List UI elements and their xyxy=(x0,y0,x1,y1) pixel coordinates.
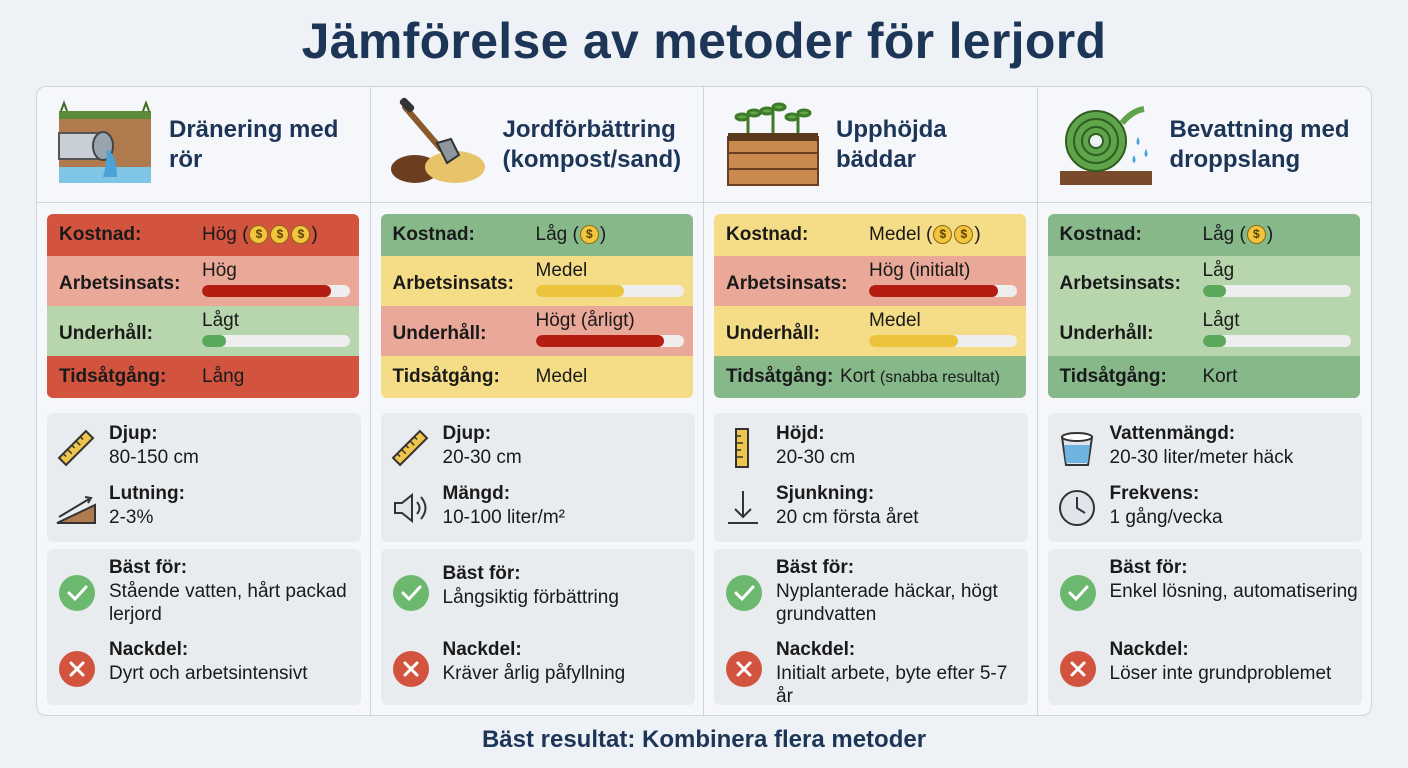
rating-row-maint xyxy=(47,306,359,356)
pros-cons-box xyxy=(1048,549,1362,705)
best-for-label: Bäst för: xyxy=(776,557,855,578)
rating-row-time xyxy=(1048,356,1360,398)
check-icon xyxy=(726,575,762,611)
rating-row-time xyxy=(714,356,1026,398)
column-header xyxy=(1038,87,1372,203)
work-level-fill xyxy=(1203,285,1227,297)
drawback-label: Nackdel: xyxy=(109,639,189,660)
ruler-icon xyxy=(55,427,97,469)
drawback-item xyxy=(47,639,361,689)
time-value xyxy=(840,366,1000,388)
work-level-fill xyxy=(869,285,998,297)
time-text: Kort xyxy=(840,366,875,387)
slope-icon xyxy=(55,487,97,529)
rating-label: Arbetsinsats: xyxy=(726,273,848,294)
best-for-item xyxy=(714,557,1028,625)
ratings-table xyxy=(381,214,693,398)
maint-level-bar xyxy=(536,335,684,347)
work-level-fill xyxy=(202,285,331,297)
cross-icon xyxy=(1060,651,1096,687)
maint-level-fill xyxy=(202,335,226,347)
rating-label: Tidsåtgång: xyxy=(726,366,834,387)
method-column xyxy=(37,87,371,715)
footer-conclusion: Bäst resultat: Kombinera flera metoder xyxy=(481,726,927,753)
drawback-label: Nackdel: xyxy=(1109,639,1189,660)
maint-level-bar xyxy=(869,335,1017,347)
measurements-box xyxy=(1048,413,1362,542)
ratings-table xyxy=(1048,214,1360,398)
measurements-box xyxy=(381,413,695,542)
column-header xyxy=(371,87,704,203)
measurement-value: 20-30 cm xyxy=(776,447,856,468)
best-for-text: Enkel lösning, automatisering xyxy=(1109,581,1358,602)
measurement-label: Djup: xyxy=(442,423,492,444)
work-level-bar xyxy=(536,285,684,297)
best-for-text: Långsiktig förbättring xyxy=(442,587,619,608)
cost-text-end: ) xyxy=(974,224,981,245)
cost-text: Låg ( xyxy=(1202,224,1246,245)
measurement-label: Djup: xyxy=(109,423,158,444)
drawback-text: Löser inte grundproblemet xyxy=(1109,663,1332,684)
maint-value: Medel xyxy=(869,310,921,331)
rating-row-maint xyxy=(381,306,693,356)
work-level-fill xyxy=(536,285,625,297)
measurement-value: 20-30 liter/meter häck xyxy=(1109,447,1294,468)
drip-hose-illustration xyxy=(1056,97,1156,193)
drawback-item xyxy=(1048,639,1362,689)
cross-icon xyxy=(726,651,762,687)
measurement-item xyxy=(47,423,361,473)
drawback-text: Kräver årlig påfyllning xyxy=(442,663,626,684)
best-for-label: Bäst för: xyxy=(1109,557,1188,578)
rating-label: Underhåll: xyxy=(392,323,487,344)
best-for-label: Bäst för: xyxy=(442,563,521,584)
raised-bed-illustration xyxy=(722,97,822,193)
time-value xyxy=(1203,366,1238,388)
money-bag-icon: $ xyxy=(249,225,268,244)
clock-icon xyxy=(1056,487,1098,529)
arrow-down-icon xyxy=(722,487,764,529)
time-text: Kort xyxy=(1202,366,1238,387)
page-title: Jämförelse av metoder för lerjord xyxy=(301,13,1107,69)
cost-text-end: ) xyxy=(311,224,318,245)
best-for-item xyxy=(47,557,361,625)
cost-text: Hög ( xyxy=(202,224,249,245)
time-note: (snabba resultat) xyxy=(879,369,1000,386)
ratings-table xyxy=(714,214,1026,398)
measurement-value: 10-100 liter/m² xyxy=(442,507,565,528)
rating-row-work xyxy=(714,256,1026,306)
rating-row-maint xyxy=(714,306,1026,356)
work-level-bar xyxy=(869,285,1017,297)
rating-label: Underhåll: xyxy=(726,323,820,344)
method-title: Bevattning med droppslang xyxy=(1169,115,1350,173)
measurement-label: Vattenmängd: xyxy=(1109,423,1236,444)
method-title: Dränering med rör xyxy=(169,115,339,173)
measurement-label: Höjd: xyxy=(776,423,825,444)
measurement-item xyxy=(714,483,1028,533)
money-bag-icon: $ xyxy=(580,225,599,244)
column-header xyxy=(37,87,370,203)
best-for-text: Nyplanterade häckar, högt grundvatten xyxy=(776,581,998,625)
time-value xyxy=(536,366,588,388)
rating-row-work xyxy=(47,256,359,306)
rating-row-maint xyxy=(1048,306,1360,356)
rating-label: Underhåll: xyxy=(59,323,153,344)
maint-value: Lågt xyxy=(1202,310,1240,331)
drawback-label: Nackdel: xyxy=(776,639,856,660)
work-value: Låg xyxy=(1202,260,1235,281)
rating-label: Kostnad: xyxy=(1059,224,1142,245)
ratings-table xyxy=(47,214,359,398)
maint-level-fill xyxy=(1203,335,1227,347)
money-bag-icon: $ xyxy=(1247,225,1266,244)
money-bag-icon: $ xyxy=(270,225,289,244)
money-bag-icon: $ xyxy=(291,225,310,244)
method-title: Upphöjda bäddar xyxy=(836,115,947,173)
measurement-item xyxy=(1048,423,1362,473)
measurement-item xyxy=(1048,483,1362,533)
cost-value xyxy=(869,224,981,246)
time-text: Medel xyxy=(535,366,588,387)
ruler-icon xyxy=(389,427,431,469)
rating-row-time xyxy=(47,356,359,398)
rating-row-work xyxy=(381,256,693,306)
check-icon xyxy=(393,575,429,611)
rating-row-cost xyxy=(381,214,693,256)
measurement-value: 20-30 cm xyxy=(442,447,522,468)
rating-label: Kostnad: xyxy=(392,224,475,245)
drawback-item xyxy=(714,639,1028,707)
cost-text: Låg ( xyxy=(535,224,579,245)
cross-icon xyxy=(59,651,95,687)
money-bag-icon: $ xyxy=(954,225,973,244)
rating-label: Kostnad: xyxy=(59,224,142,245)
measurement-label: Lutning: xyxy=(109,483,185,504)
best-for-label: Bäst för: xyxy=(109,557,188,578)
cost-text-end: ) xyxy=(1266,224,1274,245)
pros-cons-box xyxy=(381,549,695,705)
comparison-board xyxy=(36,86,1372,716)
measurement-item xyxy=(47,483,361,533)
measurements-box xyxy=(47,413,361,542)
maint-value: Lågt xyxy=(202,310,239,331)
drawback-label: Nackdel: xyxy=(442,639,522,660)
cost-value xyxy=(536,224,607,246)
check-icon xyxy=(1060,575,1096,611)
drawback-item xyxy=(381,639,695,689)
shovel-compost-illustration xyxy=(389,97,489,193)
column-header xyxy=(704,87,1037,203)
cost-text: Medel ( xyxy=(869,224,933,245)
drawback-text: Dyrt och arbetsintensivt xyxy=(109,663,308,684)
maint-value: Högt (årligt) xyxy=(535,310,635,331)
work-level-bar xyxy=(1203,285,1351,297)
rating-label: Arbetsinsats: xyxy=(1059,273,1181,294)
rating-row-cost xyxy=(714,214,1026,256)
measurement-item xyxy=(714,423,1028,473)
rating-row-cost xyxy=(1048,214,1360,256)
pros-cons-box xyxy=(47,549,361,705)
drawback-text: Initialt arbete, byte efter 5-7 år xyxy=(776,663,1008,707)
maint-level-bar xyxy=(1203,335,1351,347)
measurement-item xyxy=(381,423,695,473)
money-bag-icon: $ xyxy=(933,225,952,244)
speaker-icon xyxy=(389,487,431,529)
time-value xyxy=(202,366,244,388)
work-value: Hög (initialt) xyxy=(869,260,971,281)
rating-label: Arbetsinsats: xyxy=(392,273,514,294)
rating-row-cost xyxy=(47,214,359,256)
cost-text-end: ) xyxy=(599,224,607,245)
drainage-pipe-illustration xyxy=(55,97,155,193)
measurement-value: 1 gång/vecka xyxy=(1109,507,1223,528)
time-text: Lång xyxy=(202,366,245,387)
cross-icon xyxy=(393,651,429,687)
rating-label: Arbetsinsats: xyxy=(59,273,181,294)
measurement-label: Frekvens: xyxy=(1109,483,1200,504)
measurement-item xyxy=(381,483,695,533)
maint-level-bar xyxy=(202,335,350,347)
method-column xyxy=(1038,87,1372,715)
cost-value xyxy=(1203,224,1274,246)
rating-row-time xyxy=(381,356,693,398)
best-for-item xyxy=(381,563,695,613)
measurement-label: Mängd: xyxy=(442,483,511,504)
method-column xyxy=(704,87,1038,715)
check-icon xyxy=(59,575,95,611)
best-for-item xyxy=(1048,557,1362,607)
cost-value xyxy=(202,224,318,246)
rating-label: Tidsåtgång: xyxy=(392,366,500,387)
measurement-value: 20 cm första året xyxy=(776,507,919,528)
rating-label: Tidsåtgång: xyxy=(59,366,167,387)
pros-cons-box xyxy=(714,549,1028,705)
rating-label: Kostnad: xyxy=(726,224,809,245)
rating-row-work xyxy=(1048,256,1360,306)
maint-level-fill xyxy=(536,335,665,347)
rating-label: Underhåll: xyxy=(1059,323,1154,344)
work-level-bar xyxy=(202,285,350,297)
vertical-ruler-icon xyxy=(722,427,764,469)
measurement-label: Sjunkning: xyxy=(776,483,875,504)
bucket-icon xyxy=(1056,427,1098,469)
work-value: Hög xyxy=(202,260,237,281)
rating-label: Tidsåtgång: xyxy=(1059,366,1167,387)
maint-level-fill xyxy=(869,335,958,347)
best-for-text: Stående vatten, hårt packad lerjord xyxy=(109,581,347,625)
method-column xyxy=(371,87,705,715)
method-title: Jordförbättring (kompost/sand) xyxy=(502,115,682,173)
measurements-box xyxy=(714,413,1028,542)
measurement-value: 80-150 cm xyxy=(109,447,199,468)
measurement-value: 2-3% xyxy=(109,507,154,528)
work-value: Medel xyxy=(535,260,588,281)
